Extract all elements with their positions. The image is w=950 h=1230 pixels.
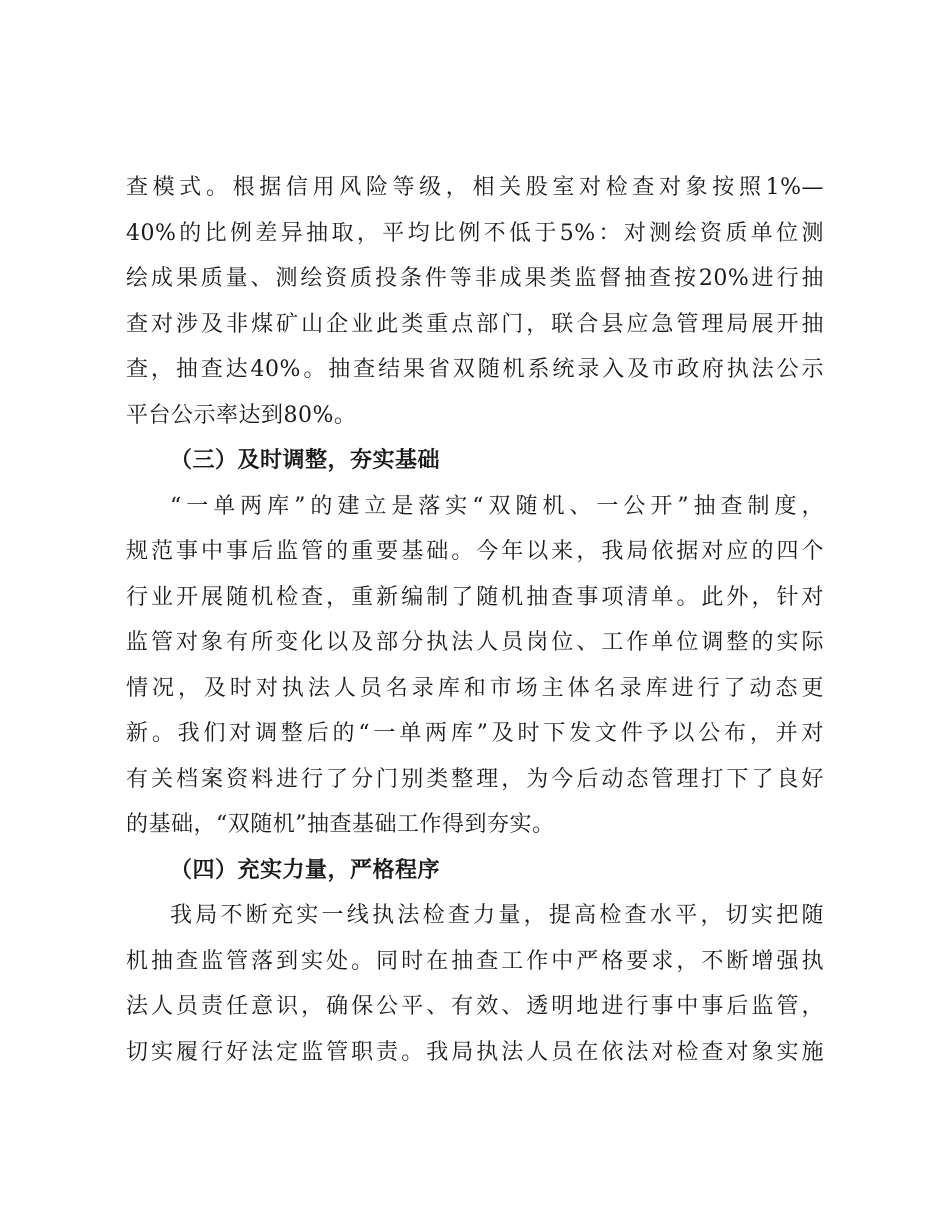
text-line: 行业开展随机检查，重新编制了随机抽查事项清单。此外，针对 [126, 584, 824, 610]
section-heading-three: （三）及时调整，夯实基础 [170, 447, 441, 473]
text-line: 情况，及时对执法人员名录库和市场主体名录库进行了动态更 [126, 675, 824, 701]
text-line: “一单两库”的建立是落实“双随机、一公开”抽查制度， [170, 493, 824, 519]
document-body [126, 165, 824, 1075]
text-line: 查，抽查达40%。抽查结果省双随机系统录入及市政府执法公示 [126, 357, 824, 382]
text-line: 查对涉及非煤矿山企业此类重点部门，联合县应急管理局展开抽 [126, 311, 824, 337]
text-line: 平台公示率达到80%。 [126, 402, 357, 428]
section-heading-four: （四）充实力量，严格程序 [170, 856, 441, 883]
text-line: 查模式。根据信用风险等级，相关股室对检查对象按照1%— [126, 175, 824, 200]
text-line: 新。我们对调整后的“一单两库”及时下发文件予以公布，并对 [126, 721, 824, 746]
text-line: 我局不断充实一线执法检查力量，提高检查水平，切实把随 [170, 903, 824, 928]
text-line: 有关档案资料进行了分门别类整理，为今后动态管理打下了良好 [126, 766, 824, 792]
text-line: 的基础，“双随机”抽查基础工作得到夯实。 [126, 812, 555, 837]
paragraph-one-list-two-libraries [126, 484, 824, 848]
paragraph-enforcement-strength [126, 893, 824, 1075]
paragraph-credit-risk [126, 165, 824, 438]
text-line: 40%的比例差异抽取，平均比例不低于5%：对测绘资质单位测 [126, 220, 824, 246]
text-line: 规范事中事后监管的重要基础。今年以来，我局依据对应的四个 [126, 539, 824, 564]
text-line: 法人员责任意识，确保公平、有效、透明地进行事中事后监管， [126, 994, 824, 1019]
text-line: 绘成果质量、测绘资质投条件等非成果类监督抽查按20%进行抽 [126, 266, 824, 291]
text-line: 监管对象有所变化以及部分执法人员岗位、工作单位调整的实际 [126, 630, 824, 655]
text-line: 机抽查监管落到实处。同时在抽查工作中严格要求，不断增强执 [126, 948, 824, 974]
text-line: 切实履行好法定监管职责。我局执法人员在依法对检查对象实施 [126, 1039, 824, 1065]
